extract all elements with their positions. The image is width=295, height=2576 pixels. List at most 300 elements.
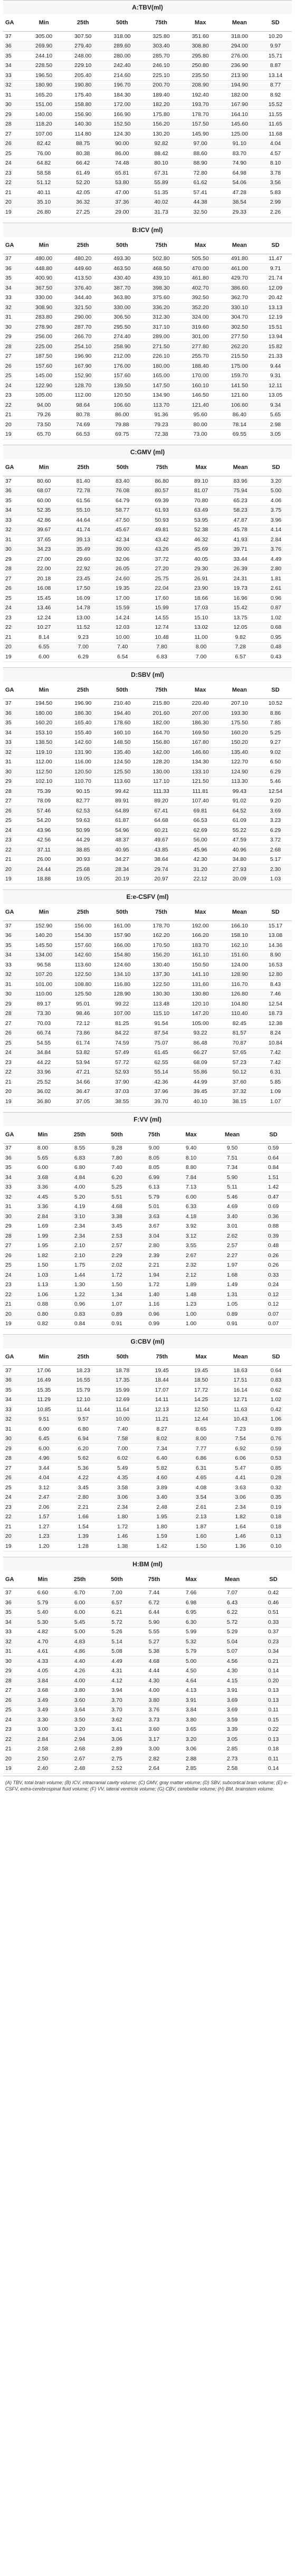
column-header: Min — [24, 237, 63, 254]
value-cell: 57.23 — [220, 1058, 259, 1068]
value-cell: 76.08 — [103, 486, 142, 496]
value-cell: 113.48 — [141, 999, 180, 1009]
table-row — [3, 410, 292, 420]
value-cell: 81.25 — [102, 1019, 141, 1029]
value-cell: 5.49 — [103, 1463, 142, 1473]
value-cell: 493.30 — [102, 254, 141, 264]
column-header: GA — [3, 459, 24, 476]
value-cell: 16.55 — [63, 1375, 102, 1385]
table-row — [3, 970, 292, 980]
value-cell: 0.48 — [255, 1241, 292, 1251]
table-row — [3, 855, 292, 865]
value-cell: 9.82 — [221, 633, 260, 643]
value-cell: 9.97 — [259, 41, 292, 51]
table-row — [3, 1754, 292, 1764]
ga-cell: 34 — [3, 1395, 24, 1405]
column-header: Mean — [220, 237, 259, 254]
value-cell: 2.29 — [98, 1251, 135, 1261]
ga-cell: 23 — [3, 390, 24, 400]
value-cell: 3.73 — [136, 1715, 173, 1725]
value-cell: 0.18 — [255, 1744, 292, 1754]
ga-cell: 37 — [3, 1143, 24, 1153]
value-cell: 66.53 — [181, 816, 220, 826]
ga-cell: 24 — [3, 1270, 24, 1280]
value-cell: 178.70 — [141, 921, 180, 931]
value-cell: 13.13 — [259, 303, 292, 313]
value-cell: 0.35 — [260, 1492, 292, 1502]
ga-cell: 32 — [3, 1637, 24, 1647]
value-cell: 0.26 — [255, 1251, 292, 1261]
value-cell: 2.39 — [136, 1251, 173, 1261]
column-header: Max — [182, 1348, 221, 1366]
value-cell: 1.72 — [103, 1522, 142, 1532]
value-cell: 0.07 — [255, 1319, 292, 1329]
table-row — [3, 826, 292, 836]
table-row — [3, 738, 292, 748]
ga-cell: 28 — [3, 119, 24, 129]
value-cell: 82.42 — [24, 139, 63, 149]
column-header: Mean — [221, 1348, 260, 1366]
value-cell: 2.34 — [61, 1221, 98, 1231]
value-cell: 24.31 — [221, 574, 260, 584]
value-cell: 22.12 — [181, 874, 220, 884]
value-cell: 17.72 — [182, 1385, 221, 1395]
value-cell: 175.80 — [141, 110, 180, 120]
value-cell: 6.70 — [61, 1588, 98, 1598]
value-cell: 29.33 — [220, 207, 259, 217]
value-cell: 20.09 — [220, 874, 259, 884]
value-cell: 336.20 — [141, 303, 180, 313]
value-cell: 8.80 — [173, 1163, 210, 1173]
value-cell: 61.62 — [181, 178, 220, 188]
table-row — [3, 139, 292, 149]
section-table — [3, 904, 292, 1107]
value-cell: 6.00 — [24, 652, 63, 662]
ga-cell: 31 — [3, 90, 24, 100]
ga-cell: 22 — [3, 1290, 24, 1300]
table-row — [3, 787, 292, 797]
value-cell: 92.82 — [141, 139, 180, 149]
value-cell: 308.90 — [24, 303, 63, 313]
table-row — [3, 941, 292, 951]
value-cell: 119.10 — [24, 748, 63, 758]
value-cell: 4.33 — [24, 1656, 61, 1667]
value-cell: 1.59 — [142, 1531, 181, 1541]
value-cell: 0.42 — [255, 1588, 292, 1598]
value-cell: 228.50 — [24, 61, 63, 71]
ga-cell: 24 — [3, 158, 24, 168]
ga-cell: 21 — [3, 1077, 24, 1087]
value-cell: 196.90 — [63, 698, 102, 708]
value-cell: 4.15 — [210, 1676, 255, 1686]
value-cell: 89.91 — [102, 796, 141, 806]
value-cell: 105.00 — [24, 390, 63, 400]
ga-cell: 21 — [3, 188, 24, 198]
value-cell: 1.28 — [63, 1541, 102, 1552]
column-header: 50th — [98, 1571, 135, 1588]
value-cell: 39.70 — [141, 1097, 180, 1107]
ga-cell: 29 — [3, 332, 24, 342]
value-cell: 29.00 — [102, 207, 141, 217]
value-cell: 12.50 — [182, 1405, 221, 1415]
value-cell: 2.80 — [260, 564, 292, 574]
value-cell: 285.70 — [141, 51, 180, 61]
value-cell: 21.33 — [259, 351, 292, 361]
value-cell: 142.60 — [63, 950, 102, 960]
value-cell: 448.80 — [24, 264, 63, 274]
value-cell: 23.45 — [63, 574, 102, 584]
table-row — [3, 1434, 292, 1444]
value-cell: 3.68 — [24, 1686, 61, 1696]
table-row — [3, 1028, 292, 1038]
value-cell: 12.80 — [259, 970, 292, 980]
value-cell: 44.29 — [63, 835, 102, 845]
table-row — [3, 1463, 292, 1473]
value-cell: 429.70 — [220, 273, 259, 283]
value-cell: 17.60 — [142, 593, 181, 604]
value-cell: 295.50 — [102, 322, 141, 332]
value-cell: 0.23 — [255, 1637, 292, 1647]
table-row — [3, 1676, 292, 1686]
column-header: Max — [181, 904, 220, 921]
ga-cell: 20 — [3, 197, 24, 207]
table-row — [3, 1299, 292, 1309]
column-header: Min — [24, 682, 63, 699]
value-cell: 318.00 — [220, 32, 259, 42]
value-cell: 182.00 — [220, 90, 259, 100]
value-cell: 37.65 — [24, 535, 63, 545]
value-cell: 5.20 — [61, 1192, 98, 1202]
column-header: Mean — [210, 1571, 255, 1588]
value-cell: 2.34 — [221, 1502, 260, 1512]
ga-cell: 25 — [3, 149, 24, 159]
value-cell: 12.54 — [259, 999, 292, 1009]
ga-cell: 23 — [3, 1502, 24, 1512]
table-row — [3, 1202, 292, 1212]
value-cell: 4.00 — [61, 1182, 98, 1192]
section-table — [3, 459, 292, 662]
column-header: SD — [260, 459, 292, 476]
value-cell: 166.20 — [181, 931, 220, 941]
value-cell: 5.00 — [173, 1656, 210, 1667]
ga-cell: 28 — [3, 1676, 24, 1686]
value-cell: 175.00 — [220, 361, 259, 371]
ga-cell: 22 — [3, 1512, 24, 1522]
value-cell: 0.12 — [255, 1299, 292, 1309]
value-cell: 400.90 — [24, 273, 63, 283]
value-cell: 6.83 — [142, 652, 181, 662]
table-row — [3, 1725, 292, 1735]
value-cell: 3.45 — [63, 1483, 102, 1493]
value-cell: 3.58 — [103, 1483, 142, 1493]
value-cell: 8.87 — [259, 61, 292, 71]
column-header: SD — [255, 1126, 292, 1144]
table-row — [3, 835, 292, 845]
value-cell: 160.10 — [181, 381, 220, 391]
value-cell: 61.49 — [63, 168, 102, 178]
value-cell: 11.21 — [142, 1414, 181, 1424]
value-cell: 113.30 — [220, 777, 259, 787]
value-cell: 0.69 — [255, 1202, 292, 1212]
value-cell: 0.59 — [260, 1444, 292, 1454]
value-cell: 344.40 — [63, 293, 102, 303]
value-cell: 4.04 — [259, 139, 292, 149]
value-cell: 4.61 — [24, 1646, 61, 1656]
ga-cell: 27 — [3, 1686, 24, 1696]
value-cell: 23.90 — [182, 583, 221, 593]
value-cell: 112.00 — [24, 757, 63, 767]
ga-cell: 36 — [3, 1375, 24, 1385]
value-cell: 15.99 — [142, 603, 181, 613]
value-cell: 8.05 — [136, 1153, 173, 1163]
ga-cell: 36 — [3, 41, 24, 51]
value-cell: 44.22 — [24, 1058, 63, 1068]
value-cell: 91.02 — [220, 796, 259, 806]
value-cell: 4.31 — [98, 1666, 135, 1676]
ga-cell: 29 — [3, 1666, 24, 1676]
value-cell: 6.95 — [173, 1607, 210, 1617]
value-cell: 12.44 — [182, 1414, 221, 1424]
column-header: Min — [24, 14, 63, 32]
value-cell: 1.06 — [260, 1414, 292, 1424]
column-header: 25th — [63, 459, 102, 476]
value-cell: 330.00 — [24, 293, 63, 303]
value-cell: 201.60 — [141, 708, 180, 719]
value-cell: 213.90 — [220, 71, 259, 81]
value-cell: 50.93 — [142, 515, 181, 525]
ga-cell: 36 — [3, 708, 24, 719]
value-cell: 3.36 — [24, 1182, 61, 1192]
value-cell: 49.81 — [142, 525, 181, 535]
ga-cell: 35 — [3, 1385, 24, 1395]
value-cell: 3.20 — [61, 1725, 98, 1735]
value-cell: 150.20 — [220, 738, 259, 748]
value-cell: 5.00 — [61, 1627, 98, 1637]
value-cell: 480.00 — [24, 254, 63, 264]
table-row — [3, 1627, 292, 1637]
value-cell: 0.10 — [260, 1541, 292, 1552]
value-cell: 124.90 — [220, 767, 259, 777]
column-header: Mean — [220, 14, 259, 32]
value-cell: 12.74 — [142, 623, 181, 633]
value-cell: 2.53 — [98, 1231, 135, 1241]
ga-cell: 31 — [3, 312, 24, 322]
value-cell: 461.80 — [181, 273, 220, 283]
value-cell: 6.55 — [24, 642, 63, 652]
value-cell: 47.00 — [102, 188, 141, 198]
value-cell: 1.02 — [260, 613, 292, 623]
value-cell: 277.50 — [220, 332, 259, 342]
column-header: 25th — [63, 14, 102, 32]
value-cell: 11.44 — [63, 1405, 102, 1415]
value-cell: 1.02 — [260, 1395, 292, 1405]
value-cell: 152.90 — [63, 371, 102, 381]
table-row — [3, 90, 292, 100]
column-header: GA — [3, 1348, 24, 1366]
value-cell: 4.12 — [98, 1676, 135, 1686]
value-cell: 12.24 — [24, 613, 63, 623]
value-cell: 164.10 — [220, 110, 259, 120]
value-cell: 3.76 — [136, 1705, 173, 1715]
ga-cell: 35 — [3, 51, 24, 61]
ga-cell: 19 — [3, 874, 24, 884]
value-cell: 18.63 — [221, 1366, 260, 1376]
value-cell: 36.32 — [63, 197, 102, 207]
value-cell: 0.11 — [255, 1754, 292, 1764]
value-cell: 7.54 — [221, 1434, 260, 1444]
ga-cell: 31 — [3, 757, 24, 767]
value-cell: 5.36 — [63, 1463, 102, 1473]
value-cell: 39.67 — [24, 525, 63, 535]
value-cell: 158.80 — [63, 100, 102, 110]
ga-cell: 32 — [3, 525, 24, 535]
value-cell: 1.72 — [136, 1280, 173, 1290]
value-cell: 290.00 — [63, 312, 102, 322]
value-cell: 1.05 — [210, 1299, 255, 1309]
ga-cell: 33 — [3, 293, 24, 303]
column-header: GA — [3, 904, 24, 921]
value-cell: 3.50 — [61, 1715, 98, 1725]
value-cell: 225.10 — [141, 71, 180, 81]
value-cell: 256.00 — [24, 332, 63, 342]
ga-cell: 29 — [3, 777, 24, 787]
ga-cell: 29 — [3, 554, 24, 564]
value-cell: 2.13 — [182, 1512, 221, 1522]
value-cell: 12.05 — [221, 623, 260, 633]
value-cell: 0.20 — [255, 1676, 292, 1686]
column-header: SD — [259, 14, 292, 32]
table-row — [3, 80, 292, 90]
table-row — [3, 1309, 292, 1319]
value-cell: 376.40 — [63, 283, 102, 293]
table-row — [3, 1221, 292, 1231]
section-title: F:VV (ml) — [3, 1112, 292, 1126]
value-cell: 5.32 — [173, 1637, 210, 1647]
value-cell: 2.52 — [98, 1764, 135, 1774]
value-cell: 18.66 — [182, 593, 221, 604]
value-cell: 55.89 — [141, 178, 180, 188]
value-cell: 54.20 — [24, 816, 63, 826]
column-header: SD — [255, 1571, 292, 1588]
value-cell: 5.08 — [98, 1646, 135, 1656]
value-cell: 6.99 — [136, 1173, 173, 1183]
header-row — [3, 1126, 292, 1144]
value-cell: 167.90 — [220, 100, 259, 110]
value-cell: 7.77 — [182, 1444, 221, 1454]
value-cell: 147.20 — [181, 1009, 220, 1019]
value-cell: 470.00 — [181, 264, 220, 274]
ga-cell: 32 — [3, 1414, 24, 1424]
value-cell: 4.96 — [24, 1453, 63, 1463]
value-cell: 124.60 — [102, 960, 141, 970]
table-row — [3, 1444, 292, 1454]
table-row — [3, 303, 292, 313]
value-cell: 5.47 — [221, 1463, 260, 1473]
value-cell: 307.50 — [63, 32, 102, 42]
value-cell: 9.34 — [259, 400, 292, 410]
table-row — [3, 61, 292, 71]
table-row — [3, 603, 292, 613]
value-cell: 4.69 — [210, 1202, 255, 1212]
value-cell: 25.75 — [142, 574, 181, 584]
table-row — [3, 1241, 292, 1251]
value-cell: 140.30 — [63, 119, 102, 129]
value-cell: 5.14 — [98, 1637, 135, 1647]
value-cell: 6.20 — [98, 1173, 135, 1183]
value-cell: 101.00 — [24, 980, 63, 990]
value-cell: 47.59 — [220, 835, 259, 845]
section-title: E:e-CSFV (ml) — [3, 889, 292, 904]
value-cell: 6.20 — [63, 1444, 102, 1454]
value-cell: 20.18 — [24, 574, 63, 584]
section-table — [3, 1571, 292, 1774]
value-cell: 63.49 — [182, 505, 221, 515]
value-cell: 207.00 — [181, 708, 220, 719]
value-cell: 154.80 — [102, 950, 141, 960]
ga-cell: 27 — [3, 574, 24, 584]
value-cell: 0.28 — [260, 1473, 292, 1483]
value-cell: 8.55 — [61, 1143, 98, 1153]
value-cell: 50.99 — [63, 826, 102, 836]
value-cell: 83.40 — [103, 476, 142, 486]
header-row — [3, 904, 292, 921]
table-row — [3, 1414, 292, 1424]
value-cell: 95.01 — [63, 999, 102, 1009]
value-cell: 62.53 — [63, 806, 102, 816]
table-row — [3, 999, 292, 1009]
value-cell: 141.50 — [220, 381, 259, 391]
value-cell: 5.51 — [98, 1192, 135, 1202]
value-cell: 4.84 — [61, 1173, 98, 1183]
value-cell: 308.80 — [181, 41, 220, 51]
ga-cell: 30 — [3, 1434, 24, 1444]
value-cell: 150.50 — [181, 960, 220, 970]
value-cell: 11.64 — [103, 1405, 142, 1415]
value-cell: 0.62 — [260, 1385, 292, 1395]
value-cell: 2.10 — [61, 1251, 98, 1261]
value-cell: 0.53 — [260, 1453, 292, 1463]
value-cell: 84.22 — [102, 1028, 141, 1038]
value-cell: 17.06 — [24, 1366, 63, 1376]
table-row — [3, 1492, 292, 1502]
column-header: 25th — [63, 237, 102, 254]
value-cell: 99.42 — [102, 787, 141, 797]
value-cell: 430.40 — [102, 273, 141, 283]
value-cell: 3.62 — [98, 1715, 135, 1725]
column-header: Min — [24, 1571, 61, 1588]
value-cell: 3.38 — [98, 1212, 135, 1222]
value-cell: 3.06 — [173, 1744, 210, 1754]
column-header: Mean — [210, 1126, 255, 1144]
value-cell: 398.30 — [141, 283, 180, 293]
value-cell: 39.45 — [181, 1087, 220, 1097]
table-row — [3, 1173, 292, 1183]
section-title: G:CBV (ml) — [3, 1334, 292, 1348]
value-cell: 9.31 — [259, 371, 292, 381]
value-cell: 128.90 — [102, 989, 141, 999]
value-cell: 61.74 — [63, 1038, 102, 1048]
ga-cell: 37 — [3, 698, 24, 708]
value-cell: 47.87 — [221, 515, 260, 525]
value-cell: 280.00 — [102, 51, 141, 61]
value-cell: 79.88 — [102, 420, 141, 430]
ga-cell: 36 — [3, 1153, 24, 1163]
table-row — [3, 1531, 292, 1541]
header-row — [3, 1348, 292, 1366]
value-cell: 9.02 — [259, 748, 292, 758]
value-cell: 165.40 — [63, 718, 102, 728]
value-cell: 1.13 — [24, 1280, 61, 1290]
